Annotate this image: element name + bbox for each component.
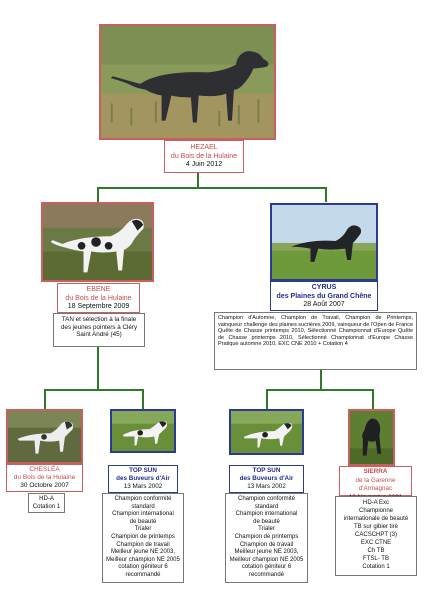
name-cyrus: CYRUS — [311, 284, 337, 291]
desc-line: Champion conformité — [237, 496, 296, 502]
desc-line: Trialer — [258, 526, 275, 533]
date-topsun-right: 13 Mars 2002 — [247, 483, 286, 490]
connector-left-up — [97, 187, 99, 202]
date-cyrus: 28 Août 2007 — [303, 301, 345, 308]
connector-top-horizontal — [97, 187, 326, 189]
desc-line: Meilleur jeune NE 2003, — [234, 549, 299, 556]
suffix-cyrus: des Plaines du Grand Chêne — [276, 292, 372, 300]
desc-cheslea — [28, 493, 65, 513]
desc-line: TB sur gibier tiré — [353, 524, 398, 530]
connector-left-branch-down — [97, 346, 99, 390]
name-hezael: HEZAEL — [190, 144, 218, 151]
desc-line: EXC CTNE — [360, 540, 392, 546]
desc-line: HD-A — [39, 496, 54, 502]
suffix-cheslea: du Bois de la Hulaine — [13, 474, 76, 481]
suffix-ebene: du Bois de la Hulaine — [65, 294, 132, 302]
desc-line: Champion de printemps — [234, 533, 299, 540]
desc-line: recommandé — [248, 571, 284, 578]
desc-line: HD-A Exc — [362, 500, 389, 506]
suffix-sierra: de la Garenne d'Armagnac — [355, 476, 396, 492]
date-hezael: 4 Juin 2012 — [185, 161, 223, 168]
connector-gp1-up — [44, 389, 46, 409]
desc-line: Championne — [358, 508, 394, 514]
label-topsun-left — [108, 465, 178, 493]
desc-line: Cotation 1 — [32, 503, 61, 510]
connector-right-up — [325, 187, 327, 202]
label-sierra — [339, 466, 412, 496]
desc-cyrus: Champion d'Automne, Champion de Travail, Champion de Printemps, vainqueur challenge des plaines sucrières 2009, vainqueur de l'Open de France Quête de Chasse printemps 2010, Sélectionné Championnat d'Europe Quête de Chasse printemps 2010, Sélectionné Championnat d'Europe Chasse Pratique automne 2010, EXC CNE 2010 + Cotation 4 — [214, 312, 417, 370]
desc-line: cotation géniteur 6 — [241, 564, 292, 571]
suffix-hezael: du Bois de la Hulaine — [170, 152, 238, 160]
desc-line: Champion international — [112, 511, 174, 518]
label-cyrus — [270, 281, 378, 311]
name-sierra: SIERRA — [363, 468, 388, 475]
desc-line: Champion de printemps — [111, 533, 175, 540]
name-topsun-left: TOP SUN — [129, 467, 157, 474]
desc-line: Champion conformité — [114, 496, 172, 502]
desc-line: de beauté — [129, 518, 157, 525]
connector-root-down — [197, 172, 199, 188]
desc-line: standard — [131, 503, 155, 510]
photo-topsun-right — [229, 409, 304, 455]
connector-left-branch-horizontal — [44, 389, 144, 391]
desc-line: recommandé — [125, 571, 161, 578]
connector-right-branch-horizontal — [266, 389, 374, 391]
label-cheslea — [6, 464, 83, 492]
date-topsun-left: 13 Mars 2002 — [123, 483, 163, 490]
desc-line: cotation géniteur 6 — [118, 564, 168, 571]
photo-sierra — [348, 409, 395, 466]
desc-line: Meilleur champion NE 2005 — [229, 556, 304, 563]
photo-hezael — [99, 24, 276, 140]
label-topsun-right — [229, 465, 304, 493]
date-cheslea: 30 Octobre 2007 — [20, 482, 69, 489]
desc-line: Cotation 1 — [362, 564, 390, 570]
desc-topsun-left — [102, 493, 184, 583]
desc-line: internationale de beauté — [343, 516, 409, 522]
desc-ebene: TAN et sélection à la finale des jeunes pointers à Cléry Saint André (45) — [53, 313, 145, 347]
connector-gp4-up — [372, 389, 374, 409]
suffix-topsun-right: des Buveurs d'Air — [239, 475, 294, 482]
connector-gp2-up — [142, 389, 144, 409]
photo-topsun-left — [110, 409, 176, 453]
desc-line: Trialer — [134, 526, 152, 533]
photo-cheslea — [6, 409, 83, 464]
name-ebene: EBENE — [86, 286, 111, 293]
desc-line: Champion international — [235, 511, 298, 518]
photo-ebene — [41, 202, 154, 282]
photo-cyrus — [270, 203, 378, 281]
desc-line: Meilleur champion NE 2005 — [106, 556, 180, 563]
desc-topsun-right — [225, 493, 308, 583]
desc-sierra — [335, 496, 417, 576]
desc-line: standard — [254, 503, 279, 510]
label-ebene — [57, 283, 140, 313]
desc-line: Ch TB — [367, 548, 385, 554]
connector-gp3-up — [266, 389, 268, 409]
desc-line: de beauté — [253, 518, 280, 525]
desc-line: CACSCHPT (3) — [355, 532, 397, 538]
name-cheslea: CHESLÉA — [29, 466, 60, 473]
connector-right-branch-down — [320, 370, 322, 390]
name-topsun-right: TOP SUN — [252, 467, 281, 474]
suffix-topsun-left: des Buveurs d'Air — [116, 475, 170, 482]
date-ebene: 18 Septembre 2009 — [67, 303, 130, 310]
desc-line: Champion de travail — [239, 541, 294, 548]
desc-line: Meilleur jeune NE 2003, — [110, 549, 176, 556]
desc-line: FTSL- TB — [363, 556, 389, 562]
desc-line: Champion de travail — [116, 541, 170, 548]
label-hezael — [164, 140, 244, 173]
